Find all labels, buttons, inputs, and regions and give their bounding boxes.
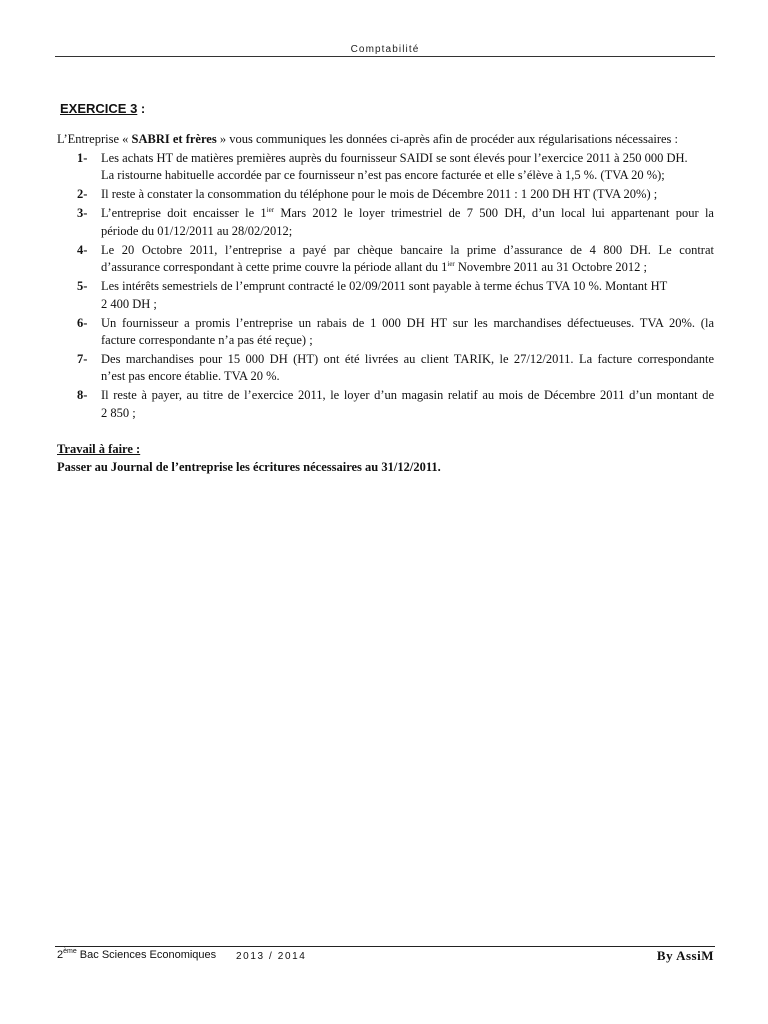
list-item-6	[57, 315, 714, 350]
item-text-line: La ristourne habituelle accordée par ce fournisseur n’est pas encore facturée et elle s’élève à 1,5 %. (TVA 20 %);	[101, 168, 665, 183]
exercise-items-list	[57, 150, 714, 424]
level-number: 2	[57, 949, 64, 961]
company-name: SABRI et frères	[131, 132, 217, 146]
exercise-title-colon: :	[137, 101, 146, 116]
work-instruction: Passer au Journal de l’entreprise les écritures nécessaires au 31/12/2011.	[57, 460, 441, 474]
item-number: 7-	[77, 352, 88, 367]
item-number: 4-	[77, 242, 88, 257]
exercise-title	[60, 101, 145, 116]
intro-paragraph	[57, 130, 717, 148]
exercise-title-label: EXERCICE 3	[60, 101, 138, 116]
item-text-line: Des marchandises pour 15 000 DH (HT) ont été livrées au client TARIK, le 27/12/2011. La facture correspondante	[101, 352, 714, 367]
list-item-7	[57, 351, 714, 386]
list-item-2	[57, 186, 714, 203]
item-text-part: L’entreprise doit encaisser le 1	[101, 206, 267, 221]
list-item-1	[57, 150, 714, 185]
ordinal-superscript: ier	[266, 206, 275, 215]
item-text-line: Le 20 Octobre 2011, l’entreprise a payé par chèque bancaire la prime d’assurance de 4 800 DH. Le contrat	[101, 242, 714, 257]
page-header-title: Comptabilité	[350, 44, 420, 55]
item-number: 6-	[77, 315, 88, 330]
item-number: 2-	[77, 187, 88, 202]
item-number: 5-	[77, 279, 88, 294]
item-number: 1-	[77, 151, 88, 165]
footer-author: By AssiM	[656, 948, 714, 963]
item-number: 8-	[77, 388, 88, 403]
item-text-line: Les intérêts semestriels de l’emprunt contracté le 02/09/2011 sont payable à terme échus TVA 10 %. Montant HT	[101, 279, 668, 294]
work-title: Travail à faire :	[57, 442, 141, 456]
item-text-part: d’assurance correspondant à cette prime couvre la période allant du 1	[101, 260, 448, 275]
item-text-line: Il reste à constater la consommation du téléphone pour le mois de Décembre 2011 : 1 200 DH HT (TVA 20%) ;	[101, 187, 658, 202]
item-text-part: Novembre 2011 au 31 Octobre 2012 ;	[454, 260, 647, 275]
item-text-line	[101, 259, 714, 276]
list-item-8	[57, 387, 714, 422]
item-text-line: Les achats HT de matières premières auprès du fournisseur SAIDI se sont élevés pour l’exercice 2011 à 250 000 DH.	[101, 151, 688, 165]
list-item-3	[57, 205, 714, 240]
intro-suffix: » vous communiques les données ci-après afin de procéder aux régularisations nécessaires :	[216, 132, 679, 146]
level-superscript: ème	[63, 948, 77, 955]
item-text-part: Mars 2012 le loyer trimestriel de 7 500 DH, d’un local lui appartenant pour la	[274, 206, 714, 221]
item-number: 3-	[77, 206, 88, 221]
level-text: Bac Sciences Economiques	[76, 949, 217, 961]
item-text-line: Il reste à payer, au titre de l’exercice 2011, le loyer d’un magasin relatif au mois de Décembre 2011 d’un montant de	[101, 388, 714, 403]
item-text-line: n’est pas encore établie. TVA 20 %.	[101, 369, 280, 384]
list-item-4	[57, 242, 714, 277]
list-item-5	[57, 278, 714, 313]
header-divider	[55, 56, 715, 57]
item-text-line: période du 01/12/2011 au 28/02/2012;	[101, 223, 293, 238]
item-text-line: Un fournisseur a promis l’entreprise un rabais de 1 000 DH HT sur les marchandises défectueuses. TVA 20%. (la	[101, 315, 714, 330]
item-text-line: 2 850 ;	[101, 405, 136, 420]
item-text-line: 2 400 DH ;	[101, 296, 157, 311]
footer-school-year: 2013 / 2014	[236, 951, 307, 962]
intro-prefix: L’Entreprise «	[57, 132, 132, 146]
footer-level	[57, 949, 216, 961]
item-text-line: facture correspondante n’a pas été reçue) ;	[101, 333, 313, 348]
item-text-line	[101, 205, 714, 222]
footer-divider	[55, 946, 715, 947]
ordinal-superscript: ier	[447, 260, 455, 269]
